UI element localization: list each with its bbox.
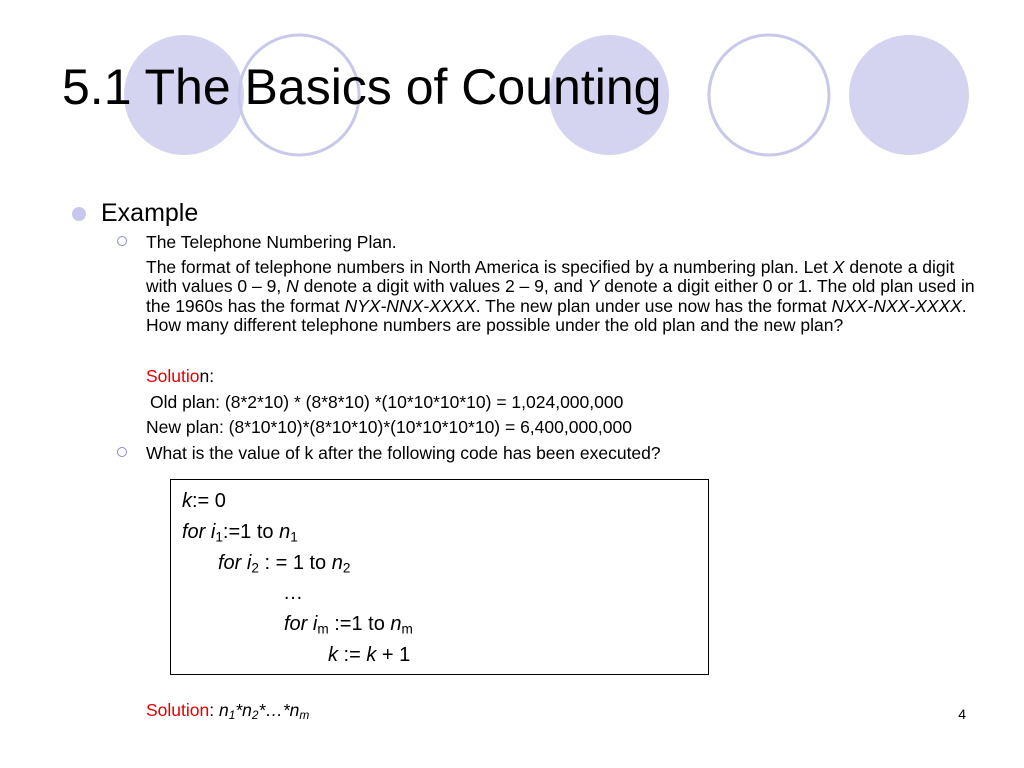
hollow-circle-bullet-icon — [117, 236, 127, 246]
deco-circle-5 — [849, 35, 969, 155]
code-line-3: for $i_2$ : = 1 to $n_2$ — [218, 552, 351, 576]
code-line-1: k:= 0 — [182, 490, 226, 512]
problem-paragraph: The format of telephone numbers in North America is specified by a numbering plan. Let X denote a digit with values 0 – 9, N denote a digit with values 2 – 9, and Y denote a digit either 0 or 1. The old plan used in the 1960s has the format NYX-NNX-XXXX. The new plan under use now has the format NXX-NXX-XXXX. How many different telephone numbers are possible under the old plan and the new plan? — [146, 257, 975, 335]
old-plan-result: Old plan: (8*2*10) * (8*8*10) *(10*10*10*10) = 1,024,000,000 — [150, 392, 624, 412]
slide-title: 5.1 The Basics of Counting — [62, 59, 662, 115]
hollow-circle-bullet-icon — [117, 447, 127, 457]
subbullet-code-question: What is the value of k after the following code has been executed? — [146, 443, 661, 463]
code-line-2: for $i_1:=1$ to $n_1$ — [182, 521, 298, 545]
code-line-5: for $i_m$ :=1 to $n_m$ — [284, 613, 413, 637]
final-solution: Solution: $n_1*n_2*\dots*n_m$ — [146, 700, 310, 722]
deco-circle-4 — [709, 35, 829, 155]
code-line-4: … — [283, 582, 303, 604]
filled-circle-bullet-icon — [72, 207, 86, 221]
bullet-example-label: Example — [101, 199, 199, 227]
page-number: 4 — [958, 706, 966, 722]
new-plan-result: New plan: (8*10*10)*(8*10*10)*(10*10*10*10) = 6,400,000,000 — [146, 417, 632, 437]
code-line-6: k := k + 1 — [328, 644, 411, 666]
code-box — [170, 479, 709, 675]
subbullet-telephone-plan: The Telephone Numbering Plan. — [146, 232, 397, 252]
bullet-example — [72, 199, 198, 228]
solution-heading: Solution: — [146, 366, 215, 386]
